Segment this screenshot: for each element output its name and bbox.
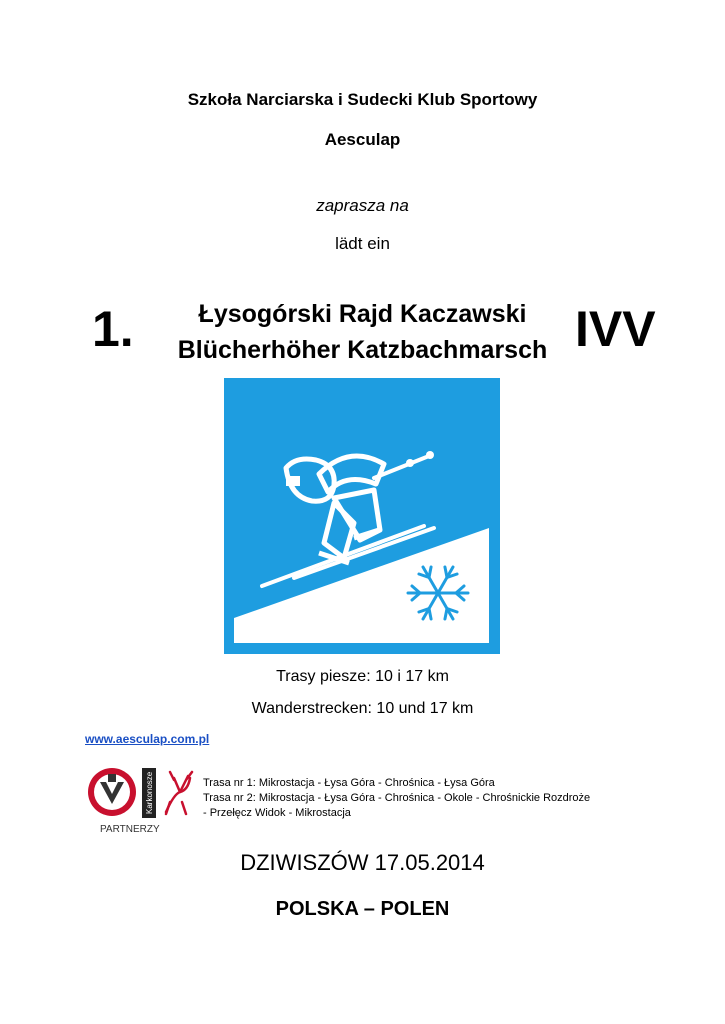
- invite-de: lädt ein: [335, 234, 390, 253]
- organizer-line-1: Szkoła Narciarska i Sudecki Klub Sportowy: [187, 90, 538, 109]
- event-title-de: Blücherhöher Katzbachmarsch: [177, 336, 548, 364]
- routes-pl: Trasy piesze: 10 i 17 km: [276, 668, 449, 685]
- organizer-line-2: Aesculap: [324, 130, 401, 149]
- trasa-description: [203, 776, 590, 821]
- event-date: DZIWISZÓW 17.05.2014: [240, 850, 485, 875]
- invite-pl: zaprasza na: [316, 196, 409, 215]
- deer-logo-icon: [166, 772, 192, 814]
- partners-label: PARTNERZY: [100, 824, 160, 835]
- trasa-line-2: Trasa nr 2: Mikrostacja - Łysa Góra - Chrośnica - Okole - Chrośnickie Rozdroże: [203, 792, 591, 804]
- event-country: POLSKA – POLEN: [275, 898, 450, 920]
- partner-logos: [86, 762, 198, 822]
- website-link[interactable]: www.aesculap.com.pl: [85, 732, 210, 746]
- event-number: 1.: [92, 301, 134, 357]
- trasa-line-1: Trasa nr 1: Mikrostacja - Łysa Góra - Chrośnica - Łysa Góra: [203, 777, 495, 789]
- ivv-badge: IVV: [575, 301, 656, 357]
- trasa-line-3: - Przełęcz Widok - Mikrostacja: [203, 807, 351, 819]
- karkonosze-logo-text: Karkonosze: [145, 771, 154, 814]
- event-title-pl: Łysogórski Rajd Kaczawski: [198, 300, 527, 328]
- ivv-logo-icon: [88, 768, 136, 816]
- skier-downhill-icon: [224, 378, 500, 654]
- routes-de: Wanderstrecken: 10 und 17 km: [251, 700, 474, 717]
